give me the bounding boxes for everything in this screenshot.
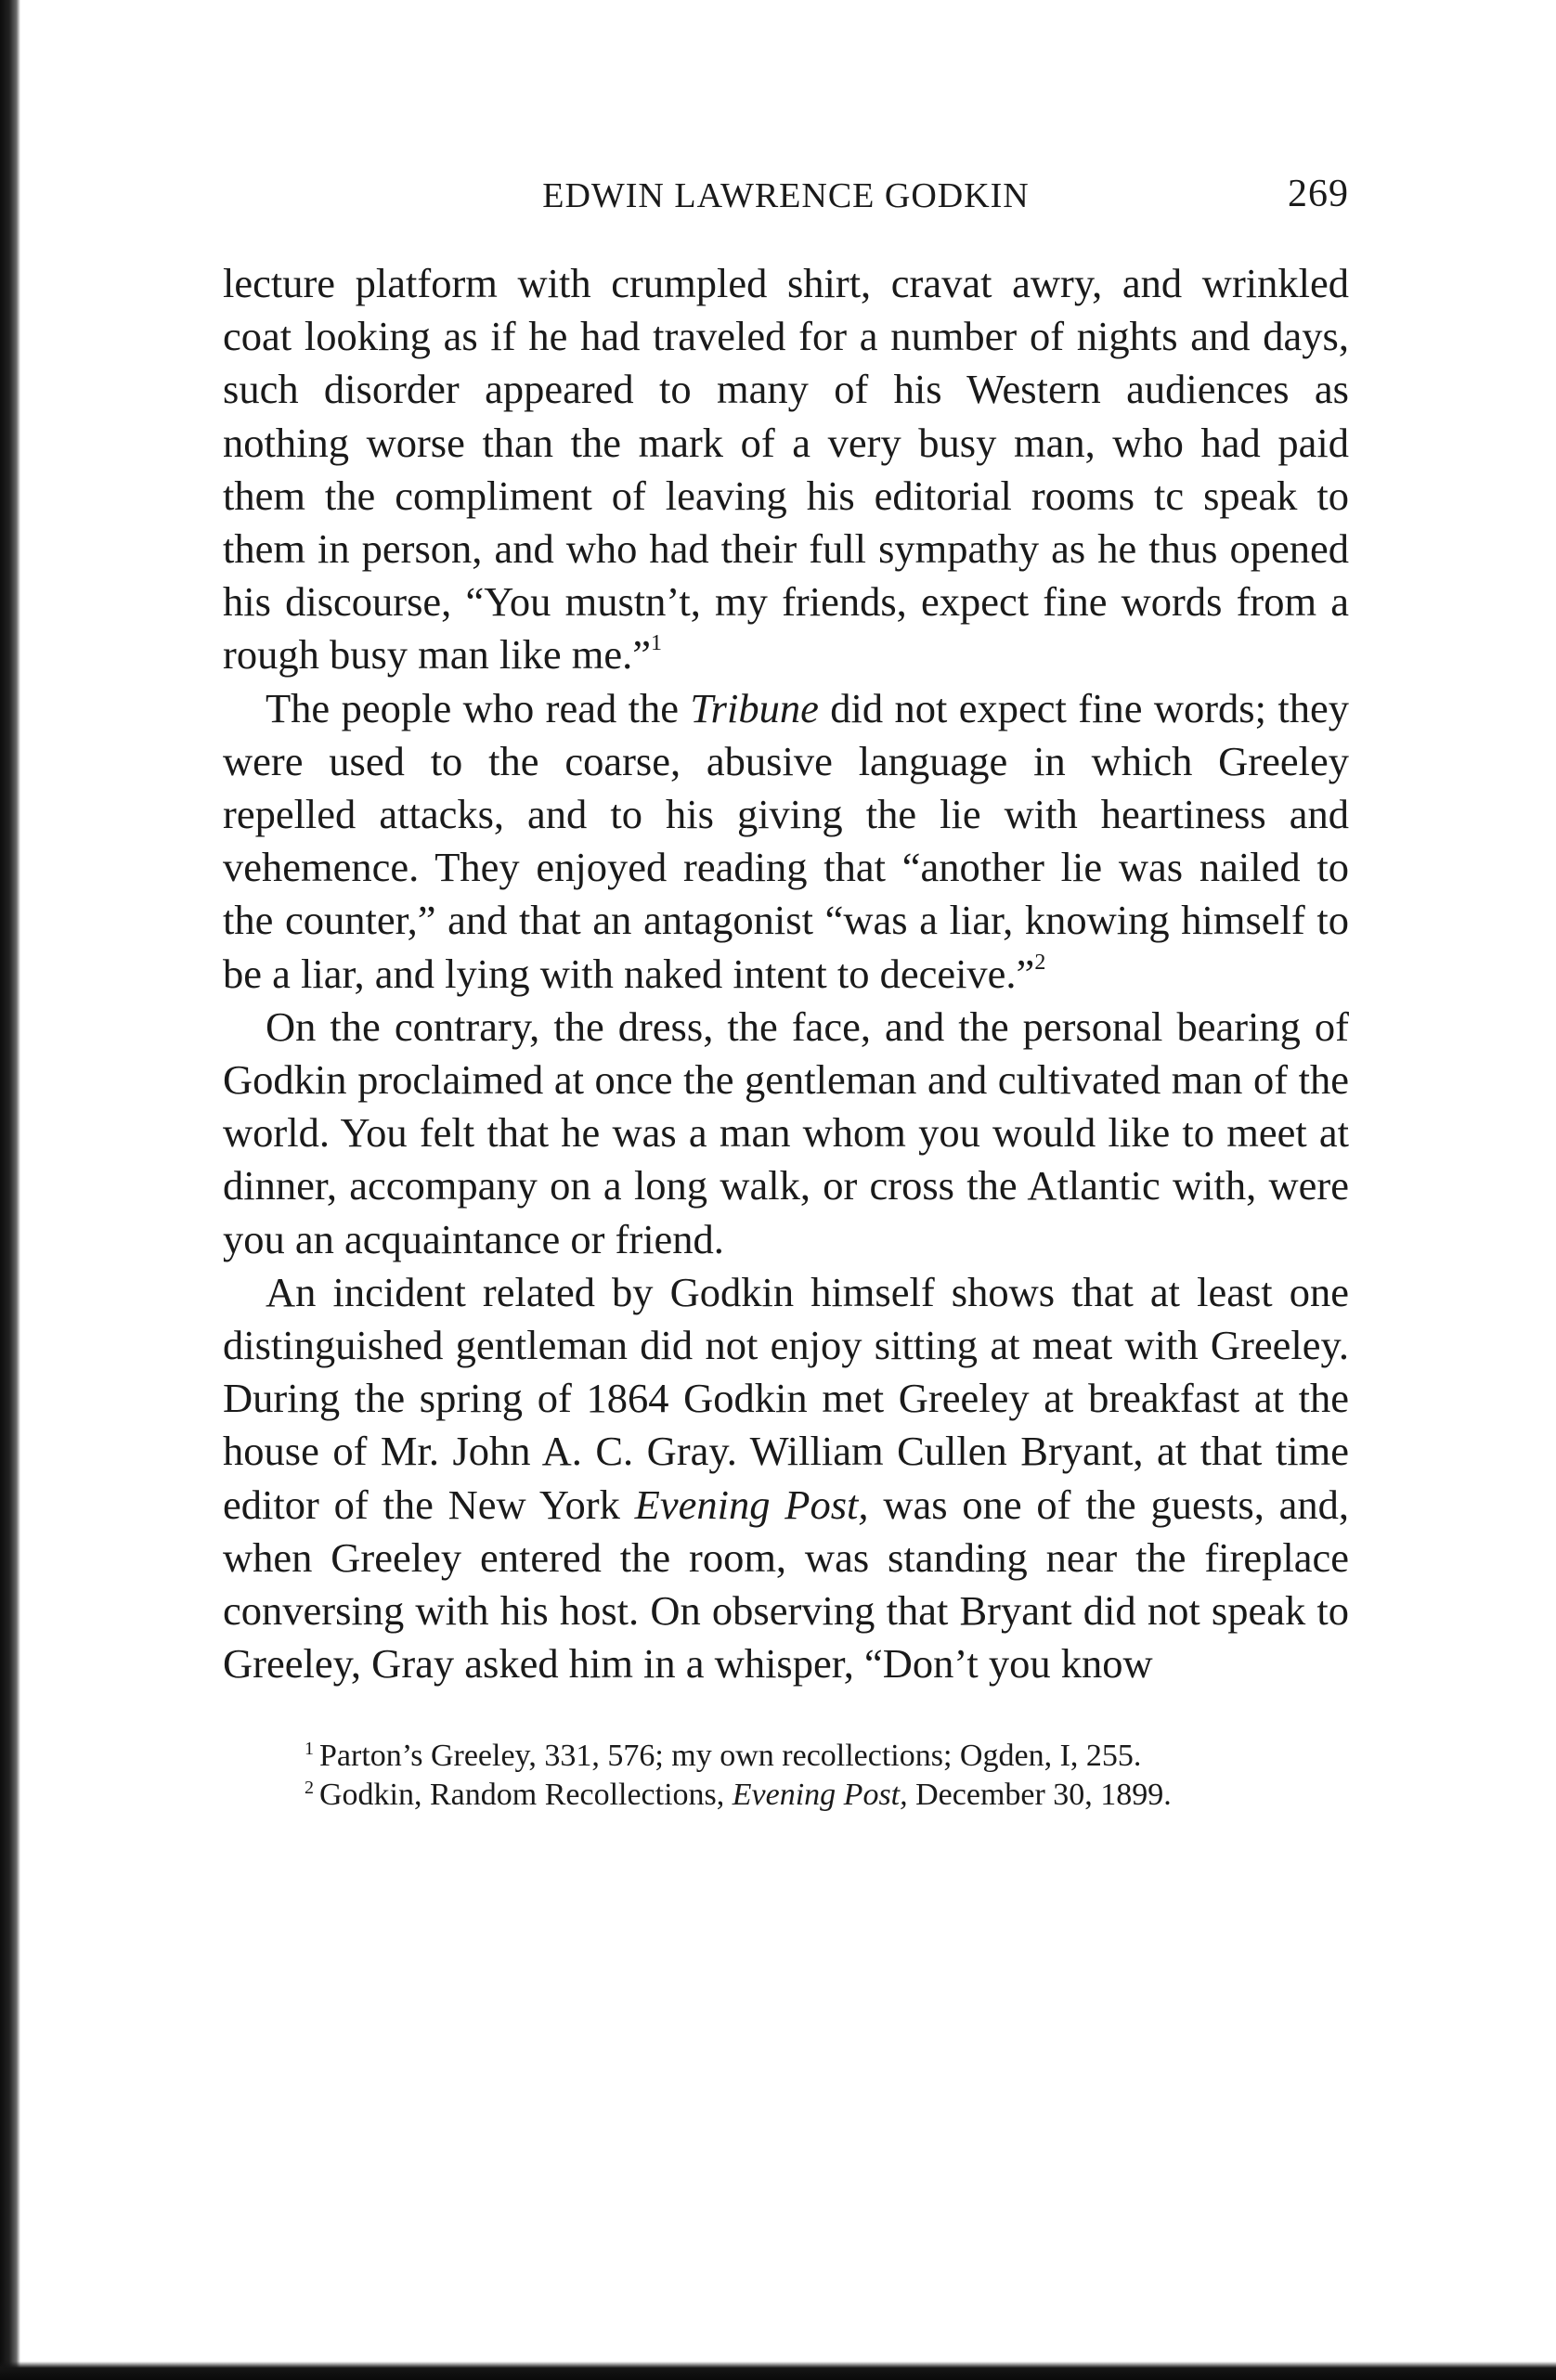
body-text xyxy=(223,257,1349,1690)
paragraph-4 xyxy=(223,1266,1349,1691)
running-head xyxy=(223,172,1349,227)
footnote-ref: 2 xyxy=(1034,950,1046,975)
footnote-text: Godkin, Random Recollections, xyxy=(319,1778,733,1813)
footnotes xyxy=(223,1737,1349,1815)
footnote-ref: 1 xyxy=(650,631,662,656)
italic-title: Evening Post, xyxy=(732,1778,908,1813)
footnote-2 xyxy=(305,1776,1349,1815)
paragraph-text: On the contrary, the dress, the face, and the personal bearing of Godkin proclaimed at once the gentleman and cultivated man of the world. You felt that he was a man whom you would like to meet at dinner, accompany on a long walk, or cross the Atlantic with, were you an acquaintance or friend. xyxy=(223,1002,1349,1262)
footnote-marker: 1 xyxy=(305,1739,314,1760)
paragraph-3 xyxy=(223,1001,1349,1266)
page-number: 269 xyxy=(1288,173,1349,215)
footnote-text: December 30, 1899. xyxy=(907,1778,1172,1813)
paragraph-text: The people who read the xyxy=(266,684,691,731)
scan-bottom-edge xyxy=(0,2361,1556,2380)
italic-title: Evening Post, xyxy=(634,1481,869,1528)
paragraph-text: did not expect fine words; they were used to the coarse, abusive language in which Greeley repelled attacks, and to his giving the lie with heartiness and vehemence. They enjoyed reading that “another lie was nailed to the counter,” and that an antagonist “was a liar, knowing himself to be a liar, and lying with naked intent to deceive.” xyxy=(223,684,1350,997)
paragraph-text: lecture platform with crumpled shirt, cravat awry, and wrinkled coat looking as if he had traveled for a number of nights and days, such disorder appeared to many of his Western audiences as nothing worse than the mark of a very busy man, who had paid them the compliment of leaving his editorial rooms tc speak to them in person, and who had their full sympathy as he thus opened his discourse, “You mustn’t, my friends, expect fine words from a rough busy man like me.” xyxy=(223,260,1349,679)
footnote-marker: 2 xyxy=(305,1778,314,1799)
footnote-text: Parton’s Greeley, 331, 576; my own recollections; Ogden, I, 255. xyxy=(319,1739,1142,1774)
paragraph-2 xyxy=(223,682,1349,1001)
paragraph-1 xyxy=(223,257,1349,682)
scan-binding-edge xyxy=(0,0,20,2380)
italic-title: Tribune xyxy=(690,684,819,731)
book-page xyxy=(223,172,1349,1815)
running-head-title: EDWIN LAWRENCE GODKIN xyxy=(542,176,1030,215)
paragraph-text: An incident related by Godkin himself shows that at least one distinguished gentleman did not enjoy sitting at meat with Greeley. During the spring of 1864 Godkin met Greeley at breakfast at the house of Mr. John A. C. Gray. William Cullen Bryant, at that time editor of the New York xyxy=(223,1268,1349,1528)
footnote-1 xyxy=(305,1737,1349,1776)
paragraph-text: was one of the guests, and, when Greeley entered the room, was standing near the fireplace conversing with his host. On observing that Bryant did not speak to Greeley, Gray asked him in a whisper, “Don’t you know xyxy=(223,1481,1350,1688)
